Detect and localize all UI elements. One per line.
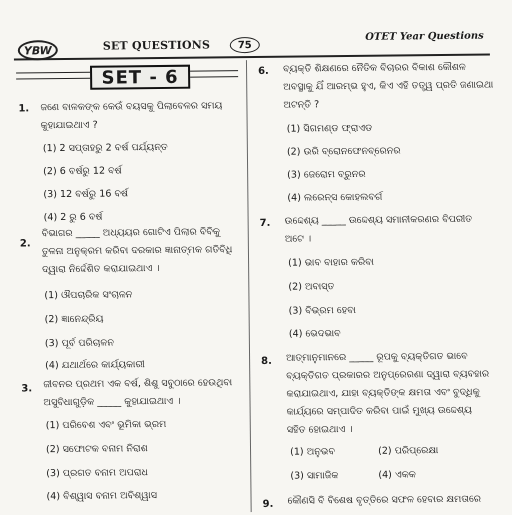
question-text-line: ବ୍ୟକ୍ତି ଶିକ୍ଷଣରେ ନୈତିକ ବିଚାରର ବିକାଶ କୌଶଳ <box>282 61 466 75</box>
option-3[interactable]: (3) ପୂର୍ବ ପରିଚାଳନ <box>44 337 115 350</box>
option-3[interactable]: (3) 12 ବର୍ଷରୁ 16 ବର୍ଷ <box>43 188 129 201</box>
option-4[interactable]: (4) 2 ରୁ 6 ବର୍ଷ <box>43 211 103 224</box>
question-text-line: କରାଯାଇଥାଏ, ଯାହା ବ୍ୟକ୍ତିଙ୍କ କ୍ଷମତା ଏବଂ ବୁଦ୍ଧିକୁ <box>286 386 480 400</box>
question-text-line: ଅସୁବିଧାଗୁଡ଼ିକ _____ କୁହାଯାଇଥାଏ । <box>43 395 181 409</box>
option-4[interactable]: (4) ଭେଦଭାବ <box>288 328 341 340</box>
question-text-line: ଆତ୍ମାନୁମାନରେ _____ ରୂପକୁ ବ୍ୟକ୍ତିଗତ ଭାବେ <box>286 350 468 364</box>
question-text-line: ଦ୍ୱାରା ନିର୍ଦ୍ଦେଶିତ କରାଯାଇଥାଏ । <box>42 263 160 276</box>
book-title: OTET Year Questions <box>365 30 484 43</box>
question-text-line: ଉଦ୍ଦେଶ୍ୟ _____ ଉଦ୍ଦେଶ୍ୟ ସମାନୀକରଣର ବିପରୀତ <box>284 213 473 227</box>
option-3[interactable]: (3) ପ୍ରଗତ ବନାମ ଅପରାଧ <box>46 467 149 480</box>
question-text-line: ବ୍ୟକ୍ତିଗତ ପ୍ରକାରର ଅନୁପ୍ରେରଣା ଦ୍ୱାରା ବ୍ୟବହାର <box>286 368 490 382</box>
option-2[interactable]: (2) ଅବାସ୍ତ <box>288 281 335 293</box>
question-text-line: ସହିତ ହୋଇଥାଏ । <box>286 423 353 436</box>
question-number: 1. <box>18 103 30 115</box>
option-1[interactable]: (1) ସିଗମଣ୍ଡ ଫ୍ରାଏଡ <box>286 122 373 135</box>
option-2[interactable]: (2) ଜ୍ଞାନେନ୍ଦ୍ରିୟ <box>44 313 104 326</box>
option-2[interactable]: (2) ଉରି ବ୍ରୋନଫେନବ୍ରେନର <box>286 145 401 158</box>
option-2[interactable]: (2) ସଫୋଟକ ବନାମ ନିରାଶ <box>45 443 148 456</box>
question-number: 7. <box>259 217 271 229</box>
page-number: 75 <box>230 37 260 53</box>
option-1[interactable]: (1) ଅନୁଭବ <box>289 446 336 458</box>
option-2[interactable]: (2) ପରିପ୍ରେକ୍ଷା <box>377 445 439 457</box>
set-banner-label: SET - 6 <box>90 65 190 90</box>
question-text-line: ତୁଳନା ଅନୁକ୍ରମ କରିବା ଦରକାର ଜ୍ଞାନାତ୍ମକ ଗତିବିଧି <box>41 244 233 258</box>
publisher-logo: YBW <box>18 40 58 60</box>
question-number: 3. <box>21 383 33 395</box>
question-text-line: ବିଭାଗର _____ ଅଧ୍ୟୟର ଗୋଟିଏ ପିଲାର ବିବିକୁ <box>41 226 221 240</box>
question-text-line: ଅଟେ । <box>284 233 312 245</box>
option-2[interactable]: (2) 6 ବର୍ଷରୁ 12 ବର୍ଷ <box>43 165 122 178</box>
option-1[interactable]: (1) ଔପଚାରିକ ସଂଚାଳନ <box>44 289 133 302</box>
option-3[interactable]: (3) ଜେରୋମ ବ୍ରୁନର <box>287 168 366 181</box>
question-text-line: ଜୀବନର ପ୍ରଥମ ଏକ ବର୍ଷ, ଶିଶୁ ସବୁଠାରେ ହେଉଥିବା <box>43 377 233 391</box>
option-4[interactable]: (4) ଯଥାର୍ଥରେ କାର୍ଯ୍ୟକାରୀ <box>45 359 145 372</box>
page-header <box>0 0 510 61</box>
header-title: SET QUESTIONS <box>102 38 211 53</box>
question-text-line: କୁହାଯାଇଥାଏ ? <box>40 119 98 132</box>
option-1[interactable]: (1) ପରିବେଶ ଏବଂ ଭୂମିକା ଭ୍ରମ <box>45 418 167 432</box>
question-number: 2. <box>19 238 31 250</box>
question-number: 6. <box>258 65 269 77</box>
set-banner <box>16 64 238 88</box>
option-4[interactable]: (4) ଲରେନ୍ସ କୋହଲବର୍ଗ <box>287 191 383 204</box>
column-divider <box>246 60 252 512</box>
question-text-line: ଅବସ୍ଥାକୁ ଯିଁ ଆରମ୍ଭ ହୁଏ, କିଏ ଏହି ତତ୍ତ୍ୱ ପ୍ରତି ଜଣାଇଥା <box>283 79 494 93</box>
option-4[interactable]: (4) ବିଶ୍ୱାସ ବନାମ ଅବିଶ୍ୱାସ <box>46 490 158 503</box>
option-4[interactable]: (4) ଏକକ <box>378 469 416 481</box>
option-1[interactable]: (1) ଭାବ ବାହାର କରିବା <box>288 256 375 269</box>
option-3[interactable]: (3) ବିଭ୍ରମ ହେବା <box>288 304 357 317</box>
question-text-line: ଜଣେ ବାଳକଙ୍କ କେଉଁ ବୟସକୁ ପିଲାବେଳର ସମୟ <box>40 100 223 114</box>
question-number: 8. <box>261 355 272 367</box>
question-text-line: କୌଣସି ବି ବିଶେଷ ବୃତ୍ତିରେ ସଫଳ ହେବାର କ୍ଷମତାରେ <box>287 493 482 507</box>
question-text-line: ଅଟନ୍ତି ? <box>283 99 320 111</box>
question-text-line: କାର୍ଯ୍ୟରେ ସମ୍ପାଦିତ କରିବା ପାଇଁ ମୁଖ୍ୟ ଉଦ୍ଦେଶ୍ୟ <box>286 404 472 418</box>
question-number: 9. <box>262 498 274 510</box>
option-1[interactable]: (1) 2 ସପ୍ତାହରୁ 2 ବର୍ଷ ପର୍ଯ୍ୟନ୍ତ <box>42 141 168 155</box>
option-3[interactable]: (3) ସାମାଜିକ <box>290 470 339 482</box>
